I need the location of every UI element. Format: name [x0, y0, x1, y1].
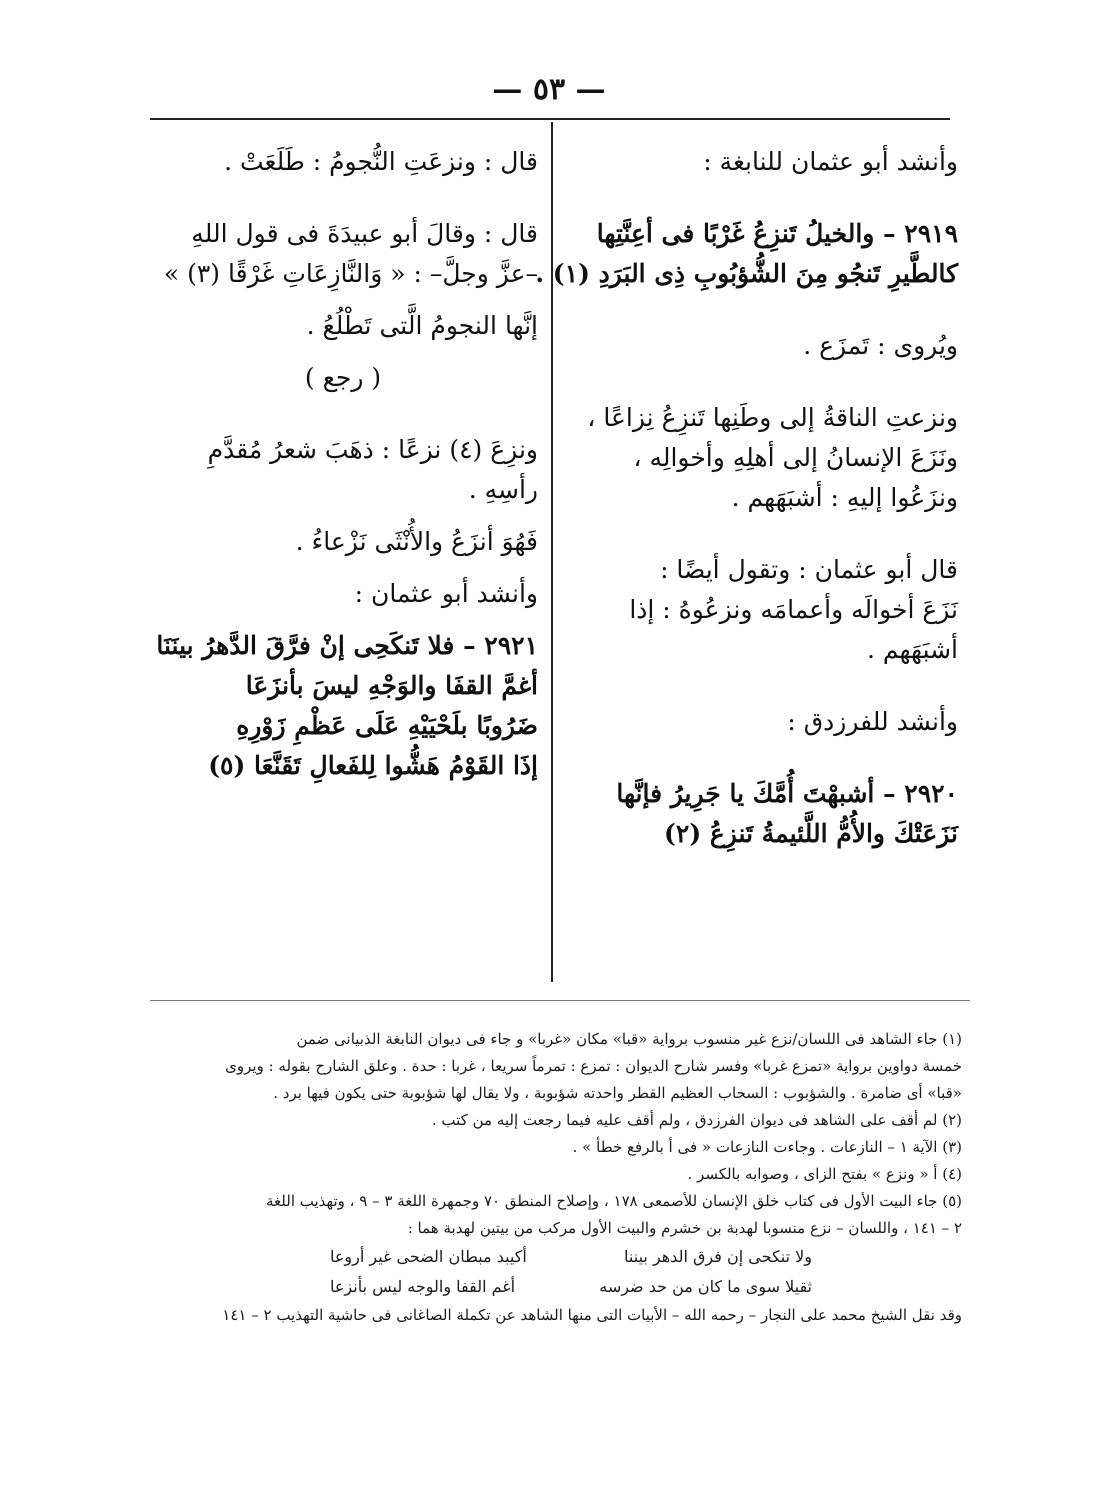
text-line: ونَزَعَ الإنسانُ إلى أهلِهِ وأخوالِه ، — [633, 443, 958, 472]
text-line: قال : وقالَ أبو عبيدَةَ فى قول اللهِ — [191, 219, 538, 248]
footnote-line: «قبا» أى ضامرة . والشؤبوب : السحاب العظيم القطر واحدته شؤبوبة ، ولا يقال لها شؤبوبة حتى يكون فيها برد . — [273, 1084, 962, 1102]
text-line: أشبَهَهم . — [866, 635, 958, 664]
verse-line: ٢٩٢١ – فلا تَنكَحِى إنْ فرَّقَ الدَّهرُ بينَنَا — [156, 631, 538, 660]
text-line: قال أبو عثمان : وتقول أيضًا : — [660, 555, 958, 584]
verse-line: إذَا القَوْمُ هَشُّوا لِلفَعالِ تَقَنَّعَا (٥) — [208, 751, 538, 780]
footnote-verse — [150, 1274, 962, 1300]
footnote-verse — [150, 1244, 962, 1270]
text-line: وأنشد أبو عثمان للنابغة : — [703, 147, 958, 176]
footnote-line: (٤) أ « ونزع » بفتح الزاى ، وصوابه بالكسر . — [687, 1165, 962, 1183]
text-line: وأنشد للفرزدق : — [787, 707, 958, 736]
verse-line: ٢٩١٩ – والخيلُ تَنزِعُ غَرْبًا فى أعِنَّتِها — [596, 219, 958, 248]
footnote-line: (٥) جاء البيت الأول فى كتاب خلق الإنسان للأصمعى ١٧٨ ، وإصلاح المنطق ٧٠ وجمهرة اللغة ٣ – ٩ ، وتهذيب اللغة — [266, 1192, 962, 1210]
text-line: –عزَّ وجلَّ– : « وَالنَّازِعَاتِ غَرْقًا (٣) » — [163, 259, 538, 288]
verse-line: ضَرُوبًا بلَحْيَيْهِ عَلَى عَظْمِ زَوْرِهِ — [236, 711, 538, 740]
left-column — [148, 145, 538, 801]
verse-hemistich: ثقيلا سوى ما كان من حد ضرسه — [599, 1277, 812, 1296]
text-line: ويُروى : تَمزَع . — [803, 331, 958, 360]
verse-hemistich: ولا تنكحى إن فرق الدهر بيننا — [624, 1247, 812, 1266]
text-line: إنَّها النجومُ الَّتى تَطْلُعُ . — [306, 311, 538, 340]
text-line: رأسِهِ . — [468, 475, 538, 504]
verse-line: كالطَّيرِ تَنجُو مِنَ الشُّؤبُوبِ ذِى البَرَدِ (١) . — [535, 259, 958, 288]
text-line: ونزِعَ (٤) نزعًا : ذهَبَ شعرُ مُقدَّمِ — [207, 435, 538, 464]
footnote-line: (٢) لم أقف على الشاهد فى ديوان الفرزدق ، ولم أقف عليه فيما رجعت إليه من كتب . — [431, 1111, 962, 1129]
verse-hemistich: أكيبد مبطان الضحى غير أروعا — [330, 1247, 527, 1266]
text-line: ونزعتِ الناقةُ إلى وطَنِها تَنزِعُ نِزاعًا ، — [587, 403, 958, 432]
verse-hemistich: أغم القفا والوجه ليس بأنزعا — [330, 1277, 516, 1296]
page-number: — ٥٣ — — [492, 72, 606, 107]
footnote-line: (١) جاء الشاهد فى اللسان/نزع غير منسوب برواية «قبا» مكان «غربا» و جاء فى ديوان النابغة الذبيانى ضمن — [296, 1030, 962, 1048]
verse-line: ٢٩٢٠ – أشبهْتَ أُمَّكَ يا جَرِيرُ فإنَّها — [616, 779, 958, 808]
text-line: ونزَعُوا إليهِ : أشبَهَهم . — [731, 483, 958, 512]
footnote-line: (٣) الآية ١ – النازعات . وجاءت النازعات « فى أ بالرفع خطأ » . — [572, 1138, 962, 1156]
footnotes — [150, 1028, 962, 1331]
header-rule — [150, 118, 950, 120]
text-line: فَهُوَ أنزَعُ والأُنْثَى نَزْعاءُ . — [295, 527, 538, 556]
text-line: وأنشد أبو عثمان : — [354, 579, 538, 608]
footnote-line: ٢ – ١٤١ ، واللسان – نزع منسوبا لهدبة بن خشرم والبيت الأول مركب من بيتين لهدبة هما : — [407, 1219, 962, 1237]
footnote-line: وقد نقل الشيخ محمد على النجار – رحمه الله – الأبيات التى منها الشاهد عن تكملة الصاغانى فى حاشية التهذيب ٢ – ١٤١ — [222, 1306, 962, 1324]
verse-line: نَزَعَتْكَ والأُمُّ اللَّئيمةُ تَنزِعُ (٢) — [664, 819, 958, 848]
footnote-separator — [150, 1000, 970, 1001]
verse-line: أغمَّ القفَا والوَجْهِ ليسَ بأنزَعَا — [245, 671, 538, 700]
right-column — [535, 145, 958, 869]
text-line: نَزَعَ أخوالَه وأعمامَه ونزعُوهُ : إذا — [629, 595, 958, 624]
column-divider — [551, 122, 553, 982]
text-line: قال : ونزعَتِ النُّجومُ : طَلَعَتْ . — [224, 147, 538, 176]
section-marker: ( رجع ) — [304, 363, 382, 392]
footnote-line: خمسة دواوين برواية «تمزع غربا» وفسر شارح الديوان : تمزع : تمرماً سريعا ، غربا : حدة . وعلق الشارح بقوله : ويروى — [225, 1057, 962, 1075]
